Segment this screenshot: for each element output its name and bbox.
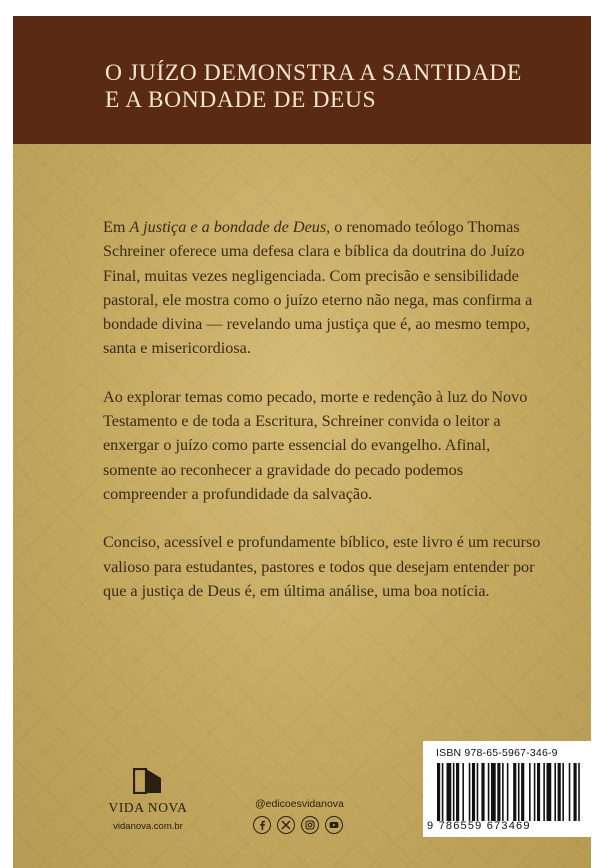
publisher-url: vidanova.com.br [113,821,183,832]
isbn-label: ISBN 978-65-5967-346-9 [436,747,558,759]
social-icon-row [253,816,373,834]
publisher-logo [103,768,193,838]
barcode [437,763,583,821]
book-title: A justiça e a bondade de Deus [129,218,327,236]
synopsis-paragraph-3: Conciso, acessível e profundamente bíblico, este livro é um recurso valioso para estudantes, pastores e todos que desejam entender por que a justiça de Deus é, em última análise, uma boa notícia. [103,533,541,600]
synopsis-p1-prefix: Em [103,218,130,236]
isbn-digits: 9 786559 673469 [427,820,531,832]
social-handle: @edicoesvidanova [255,798,344,810]
synopsis [103,215,543,627]
facebook-icon [253,816,271,834]
x-icon [277,816,295,834]
instagram-icon [301,816,319,834]
synopsis-p1-rest: , o renomado teólogo Thomas Schreiner oferece uma defesa clara e bíblica da doutrina do Juízo Final, muitas vezes negligenciada. Com precisão e sensibilidade pastoral, ele mostra como o juízo eterno não nega, mas confirma a bondade divina — revelando uma justiça que é, ao mesmo tempo, santa e misericordiosa. [103,218,533,358]
social-links [253,798,373,834]
title-banner [13,16,591,144]
banner-title-line-2: E A BONDADE DE DEUS [105,87,377,113]
vida-nova-logo-icon [133,768,163,794]
back-cover [13,16,591,868]
publisher-name: VIDA NOVA [108,800,188,815]
banner-title [105,60,575,114]
youtube-icon [325,816,343,834]
synopsis-paragraph-2: Ao explorar temas como pecado, morte e redenção à luz do Novo Testamento e de toda a Escritura, Schreiner convida o leitor a enxergar o juízo como parte essencial do evangelho. Afinal, somente ao reconhecer a gravidade do pecado podemos compreender a profundidade da salvação. [103,387,528,503]
banner-title-line-1: O JUÍZO DEMONSTRA A SANTIDADE [105,60,522,86]
synopsis-paragraph-1 [103,215,543,361]
isbn-barcode-box [423,741,591,837]
